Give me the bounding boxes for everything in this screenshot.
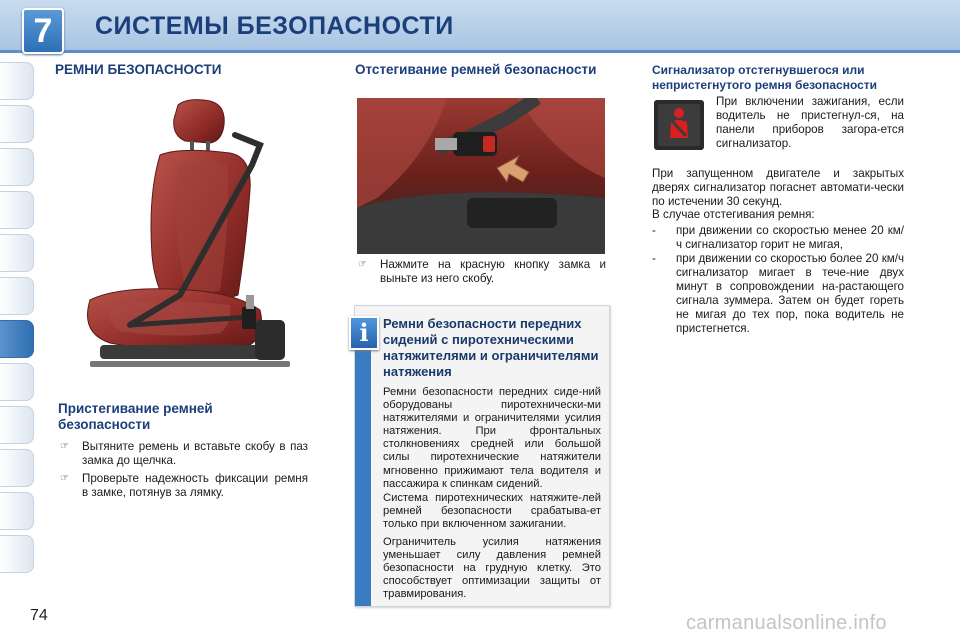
chapter-tab[interactable] xyxy=(0,363,34,401)
info-paragraph: Ограничитель усилия натяжения уменьшает силу давления ремней безопасности на грудную клетку. Это способствует оптимизации защиты от травмирования. xyxy=(383,536,601,601)
chapter-tab[interactable] xyxy=(0,148,34,186)
info-paragraph: Система пиротехнических натяжите-лей ремней безопасности срабатыва-ет только при включенном зажигании. xyxy=(383,492,601,531)
info-paragraph: Ремни безопасности передних сиде-ний оборудованы пиротехнически-ми натяжителями и ограничителями усилия натяжения. При фронтальных столкновениях средней или большой силы пиротехнические натяжители мгновенно прижимают тела водителя и пассажира к спинкам сидений. xyxy=(383,386,601,490)
paragraph: В случае отстегивания ремня: xyxy=(652,208,815,221)
page-number: 74 xyxy=(30,607,48,624)
chapter-tab[interactable] xyxy=(0,449,34,487)
hand-pointer-icon: ☞ xyxy=(60,441,69,452)
section-heading-seatbelts: РЕМНИ БЕЗОПАСНОСТИ xyxy=(55,62,222,77)
chapter-tab[interactable] xyxy=(0,406,34,444)
bullet-item xyxy=(60,440,308,468)
bullet-text: Вытяните ремень и вставьте скобу в паз замка до щелчка. xyxy=(82,440,308,467)
dash-list-item xyxy=(652,224,904,252)
chapter-tab[interactable] xyxy=(0,234,34,272)
chapter-tab[interactable] xyxy=(0,62,34,100)
paragraph: При запущенном двигателе и закрытых дверях сигнализатор погаснет автомати-чески по истечении 30 секунд. xyxy=(652,167,904,208)
chapter-tab[interactable] xyxy=(0,535,34,573)
warning-intro-text: При включении зажигания, если водитель не пристегнул-ся, на панели приборов загора-ется сигнализатор. xyxy=(716,95,904,150)
chapter-tabs xyxy=(0,62,34,578)
info-box-title: Ремни безопасности передних сидений с пиротехническими натяжителями и ограничителями натяжения xyxy=(383,316,599,379)
dash-item-text: при движении со скоростью менее 20 км/ч сигнализатор горит не мигая, xyxy=(676,224,904,251)
chapter-title: СИСТЕМЫ БЕЗОПАСНОСТИ xyxy=(95,12,454,40)
hand-pointer-icon: ☞ xyxy=(358,259,367,270)
info-icon: i xyxy=(349,316,379,350)
seat-image xyxy=(60,95,310,385)
watermark: carmanualsonline.info xyxy=(686,612,887,634)
buckle-image xyxy=(357,98,605,254)
bullet-item xyxy=(358,258,606,286)
info-box-accent-bar xyxy=(355,336,371,606)
dash-list-item xyxy=(652,252,904,336)
chapter-tab[interactable] xyxy=(0,191,34,229)
bullet-item xyxy=(60,472,308,500)
section-heading-warning: Сигнализатор отстегнувшегося или непристегнутого ремня безопасности xyxy=(652,63,878,92)
header-divider xyxy=(0,50,960,53)
section-heading-unfastening: Отстегивание ремней безопасности xyxy=(355,62,597,77)
bullet-text: Проверьте надежность фиксации ремня в замке, потянув за лямку. xyxy=(82,472,308,499)
dash-mark: - xyxy=(652,224,656,237)
seatbelt-warning-icon xyxy=(654,100,704,150)
chapter-tab-active[interactable] xyxy=(0,320,34,358)
dash-mark: - xyxy=(652,252,656,265)
chapter-number-badge: 7 xyxy=(22,8,64,54)
hand-pointer-icon: ☞ xyxy=(60,473,69,484)
chapter-tab[interactable] xyxy=(0,105,34,143)
chapter-tab[interactable] xyxy=(0,492,34,530)
bullet-text: Нажмите на красную кнопку замка и выньте из него скобу. xyxy=(380,258,606,285)
info-box xyxy=(354,305,610,607)
dash-item-text: при движении со скоростью более 20 км/ч сигнализатор мигает в тече-ние двух минут в сопровождении на-растающего сигнала зуммера. Затем он будет гореть не мигая до тех пор, пока водитель не пристегнется. xyxy=(676,252,904,335)
chapter-tab[interactable] xyxy=(0,277,34,315)
subheading-fastening: Пристегивание ремней безопасности xyxy=(58,401,213,432)
